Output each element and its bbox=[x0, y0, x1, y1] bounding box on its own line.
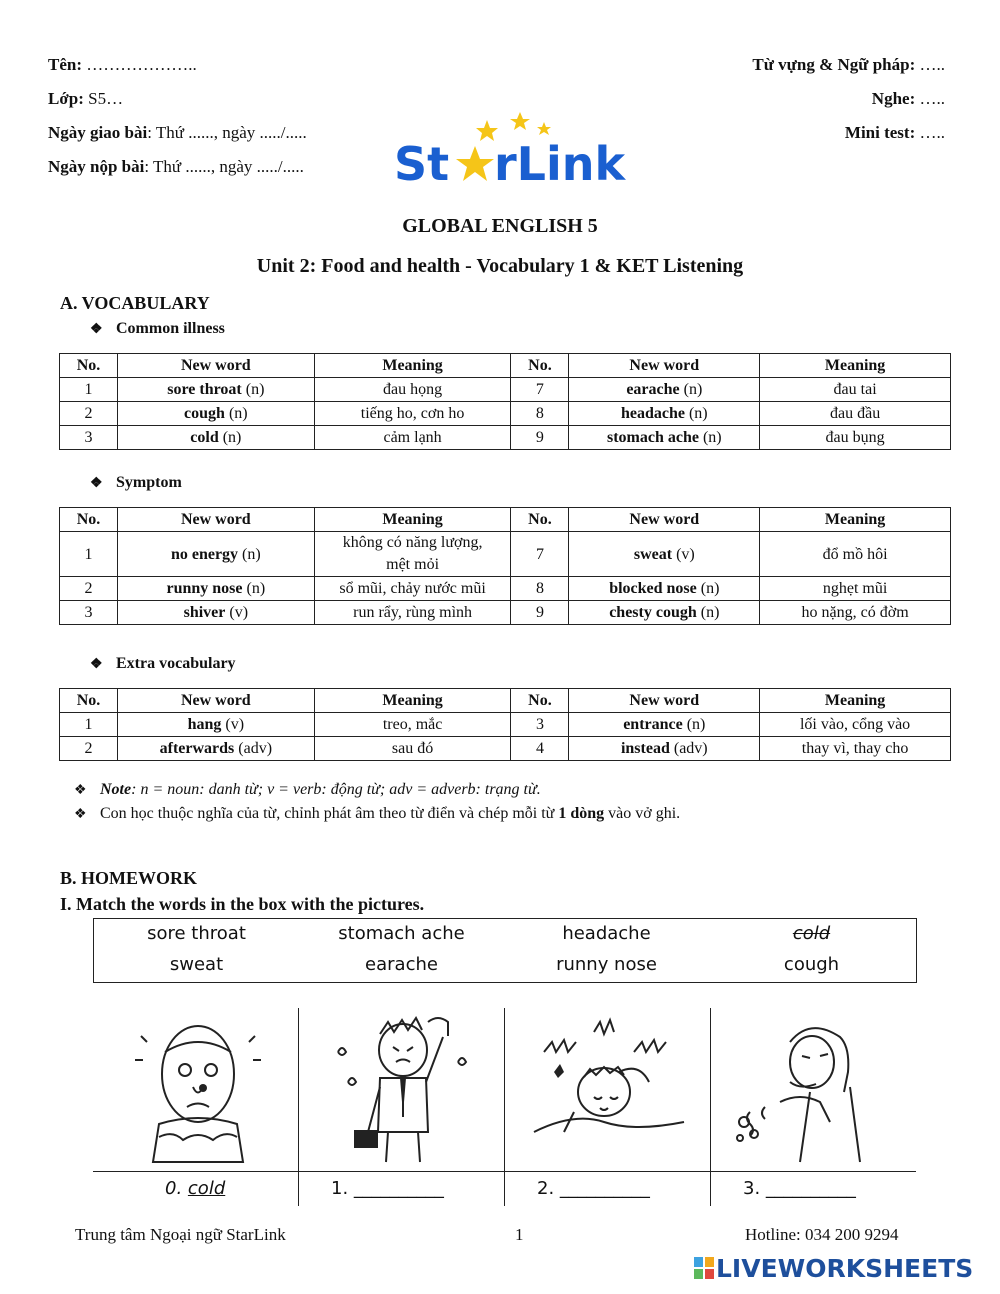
submit-date-line: Ngày nộp bài: Thứ ......, ngày ...../..... bbox=[48, 157, 304, 176]
new-word-cell bbox=[117, 378, 314, 402]
meaning-cell: đổ mồ hôi bbox=[760, 532, 951, 577]
vocab-word: stomach ache bbox=[606, 429, 699, 446]
vocab-word: entrance bbox=[623, 716, 683, 733]
new-word-cell bbox=[569, 737, 760, 761]
vocab-word: runny nose bbox=[166, 580, 243, 597]
new-word-cell bbox=[569, 532, 760, 577]
part-of-speech: (n) bbox=[682, 716, 706, 733]
liveworksheets-watermark: LIVEWORKSHEETS bbox=[694, 1254, 973, 1283]
part-of-speech: (n) bbox=[241, 381, 265, 398]
example-answer: cold bbox=[187, 1178, 226, 1199]
word-option[interactable]: stomach ache bbox=[338, 923, 465, 944]
vocab-word: headache bbox=[620, 405, 685, 422]
word-box bbox=[93, 918, 917, 983]
word-option[interactable]: earache bbox=[365, 954, 438, 975]
picture-label-3: 3. __________ bbox=[743, 1178, 856, 1199]
symptom-table bbox=[59, 507, 951, 625]
meaning-cell: không có năng lượng, mệt mỏi bbox=[314, 532, 511, 577]
part-of-speech: (n) bbox=[696, 580, 720, 597]
vocab-word: blocked nose bbox=[609, 580, 697, 597]
main-title: GLOBAL ENGLISH 5 bbox=[402, 215, 598, 237]
row-number: 8 bbox=[511, 577, 569, 601]
meaning-cell: đau bụng bbox=[760, 426, 951, 450]
meaning-cell: cảm lạnh bbox=[314, 426, 511, 450]
meaning-cell: đau đầu bbox=[760, 402, 951, 426]
assign-date-line: Ngày giao bài: Thứ ......, ngày ...../..... bbox=[48, 123, 307, 142]
row-number: 1 bbox=[60, 378, 118, 402]
new-word-cell bbox=[117, 532, 314, 577]
extra-vocabulary-heading: ❖ Extra vocabulary bbox=[90, 655, 236, 672]
new-word-cell bbox=[569, 426, 760, 450]
section-a-heading: A. VOCABULARY bbox=[60, 293, 210, 313]
class-line: Lớp: S5… bbox=[48, 89, 124, 108]
part-of-speech: (n) bbox=[684, 405, 708, 422]
new-word-cell bbox=[117, 713, 314, 737]
liveworksheets-logo-icon bbox=[694, 1257, 714, 1279]
row-number: 3 bbox=[60, 601, 118, 625]
common-illness-table bbox=[59, 353, 951, 450]
picture-label-1: 1. __________ bbox=[331, 1178, 444, 1199]
vocab-word: cough bbox=[184, 405, 225, 422]
row-number: 2 bbox=[60, 402, 118, 426]
vocab-word: sweat bbox=[633, 545, 673, 563]
logo-star-icon bbox=[456, 146, 494, 181]
row-number: 2 bbox=[60, 737, 118, 761]
footer-center-name: Trung tâm Ngoại ngữ StarLink bbox=[75, 1225, 286, 1244]
diamond-bullet-icon: ❖ bbox=[74, 807, 87, 822]
meaning-cell: sau đó bbox=[314, 737, 511, 761]
note-line: ❖ Note: n = noun: danh từ; v = verb: động từ; adv = adverb: trạng từ. bbox=[74, 781, 541, 798]
meaning-cell: đau tai bbox=[760, 378, 951, 402]
row-number: 9 bbox=[511, 426, 569, 450]
table-row bbox=[60, 532, 951, 577]
meaning-cell: treo, mắc bbox=[314, 713, 511, 737]
section-b-heading: B. HOMEWORK bbox=[60, 868, 198, 888]
row-number: 8 bbox=[511, 402, 569, 426]
extra-vocabulary-table bbox=[59, 688, 951, 761]
answer-blank-1[interactable]: __________ bbox=[353, 1178, 444, 1199]
vocab-word: no energy bbox=[170, 545, 239, 563]
coughing-person-illustration bbox=[720, 1012, 910, 1168]
vocab-word: afterwards bbox=[159, 740, 235, 757]
grammar-score-line: Từ vựng & Ngữ pháp: ….. bbox=[752, 55, 945, 74]
starlink-logo bbox=[392, 112, 637, 192]
table-row bbox=[60, 378, 951, 402]
footer-hotline: Hotline: 034 200 9294 bbox=[745, 1225, 899, 1244]
picture-label-2: 2. __________ bbox=[537, 1178, 650, 1199]
table-header-row: No. New word Meaning No. New word Meaning bbox=[60, 354, 951, 378]
symptom-heading: ❖ Symptom bbox=[90, 474, 182, 491]
word-box-row bbox=[94, 923, 916, 953]
new-word-cell bbox=[117, 577, 314, 601]
word-box-row bbox=[94, 954, 916, 984]
diamond-bullet-icon: ❖ bbox=[74, 783, 87, 798]
word-option[interactable]: sore throat bbox=[147, 923, 246, 944]
vocab-word: sore throat bbox=[167, 381, 242, 398]
meaning-cell: thay vì, thay cho bbox=[760, 737, 951, 761]
sweating-person-illustration bbox=[308, 1012, 498, 1168]
meaning-cell: sổ mũi, chảy nước mũi bbox=[314, 577, 511, 601]
part-of-speech: (adv) bbox=[669, 740, 708, 757]
table-row bbox=[60, 402, 951, 426]
unit-title: Unit 2: Food and health - Vocabulary 1 & KET Listening bbox=[256, 255, 744, 277]
logo-text-end: rLink bbox=[494, 137, 626, 191]
new-word-cell bbox=[117, 426, 314, 450]
word-option[interactable]: headache bbox=[562, 923, 651, 944]
new-word-cell bbox=[569, 378, 760, 402]
exercise-1-instruction: I. Match the words in the box with the pictures. bbox=[60, 894, 425, 914]
word-option[interactable]: sweat bbox=[169, 954, 224, 975]
minitest-score-line: Mini test: ….. bbox=[844, 123, 945, 142]
meaning-cell: tiếng ho, cơn ho bbox=[314, 402, 511, 426]
new-word-cell bbox=[569, 577, 760, 601]
table-header-row: No. New word Meaning No. New word Meaning bbox=[60, 689, 951, 713]
table-header-row: No. New word Meaning No. New word Meaning bbox=[60, 508, 951, 532]
row-number: 7 bbox=[511, 532, 569, 577]
answer-blank-2[interactable]: __________ bbox=[559, 1178, 650, 1199]
part-of-speech: (adv) bbox=[234, 740, 273, 757]
new-word-cell bbox=[117, 601, 314, 625]
row-number: 4 bbox=[511, 737, 569, 761]
row-number: 7 bbox=[511, 378, 569, 402]
row-number: 1 bbox=[60, 532, 118, 577]
part-of-speech: (v) bbox=[672, 545, 695, 563]
instruction-line: ❖ Con học thuộc nghĩa của từ, chỉnh phát âm theo từ điển và chép mỗi từ 1 dòng vào vở ghi. bbox=[74, 805, 681, 822]
row-number: 9 bbox=[511, 601, 569, 625]
vocab-word: shiver bbox=[183, 604, 226, 621]
table-row bbox=[60, 601, 951, 625]
name-line: Tên: ……………….. bbox=[48, 55, 197, 74]
part-of-speech: (n) bbox=[242, 580, 266, 597]
vocab-word: earache bbox=[626, 381, 680, 398]
new-word-cell bbox=[569, 601, 760, 625]
part-of-speech: (n) bbox=[218, 429, 242, 446]
new-word-cell bbox=[117, 737, 314, 761]
table-row bbox=[60, 737, 951, 761]
new-word-cell bbox=[569, 713, 760, 737]
listening-score-line: Nghe: ….. bbox=[871, 89, 945, 108]
row-number: 3 bbox=[60, 426, 118, 450]
logo-text-start: St bbox=[394, 137, 450, 191]
part-of-speech: (n) bbox=[696, 604, 720, 621]
meaning-cell: ho nặng, có đờm bbox=[760, 601, 951, 625]
row-number: 2 bbox=[60, 577, 118, 601]
footer-page-number: 1 bbox=[515, 1225, 524, 1244]
vocab-word: instead bbox=[620, 740, 670, 757]
part-of-speech: (n) bbox=[224, 405, 248, 422]
vocab-word: hang bbox=[187, 716, 222, 733]
part-of-speech: (n) bbox=[679, 381, 703, 398]
headache-person-illustration bbox=[514, 1012, 704, 1168]
new-word-cell bbox=[569, 402, 760, 426]
diamond-bullet-icon: ❖ bbox=[90, 657, 103, 672]
row-number: 3 bbox=[511, 713, 569, 737]
meaning-cell: nghẹt mũi bbox=[760, 577, 951, 601]
table-row bbox=[60, 713, 951, 737]
picture-grid bbox=[93, 1008, 916, 1206]
vocab-word: chesty cough bbox=[609, 604, 697, 621]
meaning-cell: run rẩy, rùng mình bbox=[314, 601, 511, 625]
meaning-cell: đau họng bbox=[314, 378, 511, 402]
part-of-speech: (n) bbox=[698, 429, 722, 446]
common-illness-heading: ❖ Common illness bbox=[90, 320, 225, 337]
part-of-speech: (v) bbox=[225, 604, 249, 621]
table-row bbox=[60, 426, 951, 450]
new-word-cell bbox=[117, 402, 314, 426]
picture-label-0: 0. cold bbox=[165, 1178, 226, 1199]
word-option-used: cold bbox=[792, 923, 831, 944]
diamond-bullet-icon: ❖ bbox=[90, 476, 103, 491]
part-of-speech: (v) bbox=[221, 716, 245, 733]
table-row bbox=[60, 577, 951, 601]
meaning-cell: lối vào, cổng vào bbox=[760, 713, 951, 737]
cold-person-illustration bbox=[103, 1012, 293, 1168]
diamond-bullet-icon: ❖ bbox=[90, 322, 103, 337]
vocab-word: cold bbox=[190, 429, 219, 446]
part-of-speech: (n) bbox=[238, 545, 261, 563]
row-number: 1 bbox=[60, 713, 118, 737]
answer-blank-3[interactable]: __________ bbox=[765, 1178, 856, 1199]
word-option[interactable]: runny nose bbox=[556, 954, 657, 975]
word-option[interactable]: cough bbox=[783, 954, 840, 975]
